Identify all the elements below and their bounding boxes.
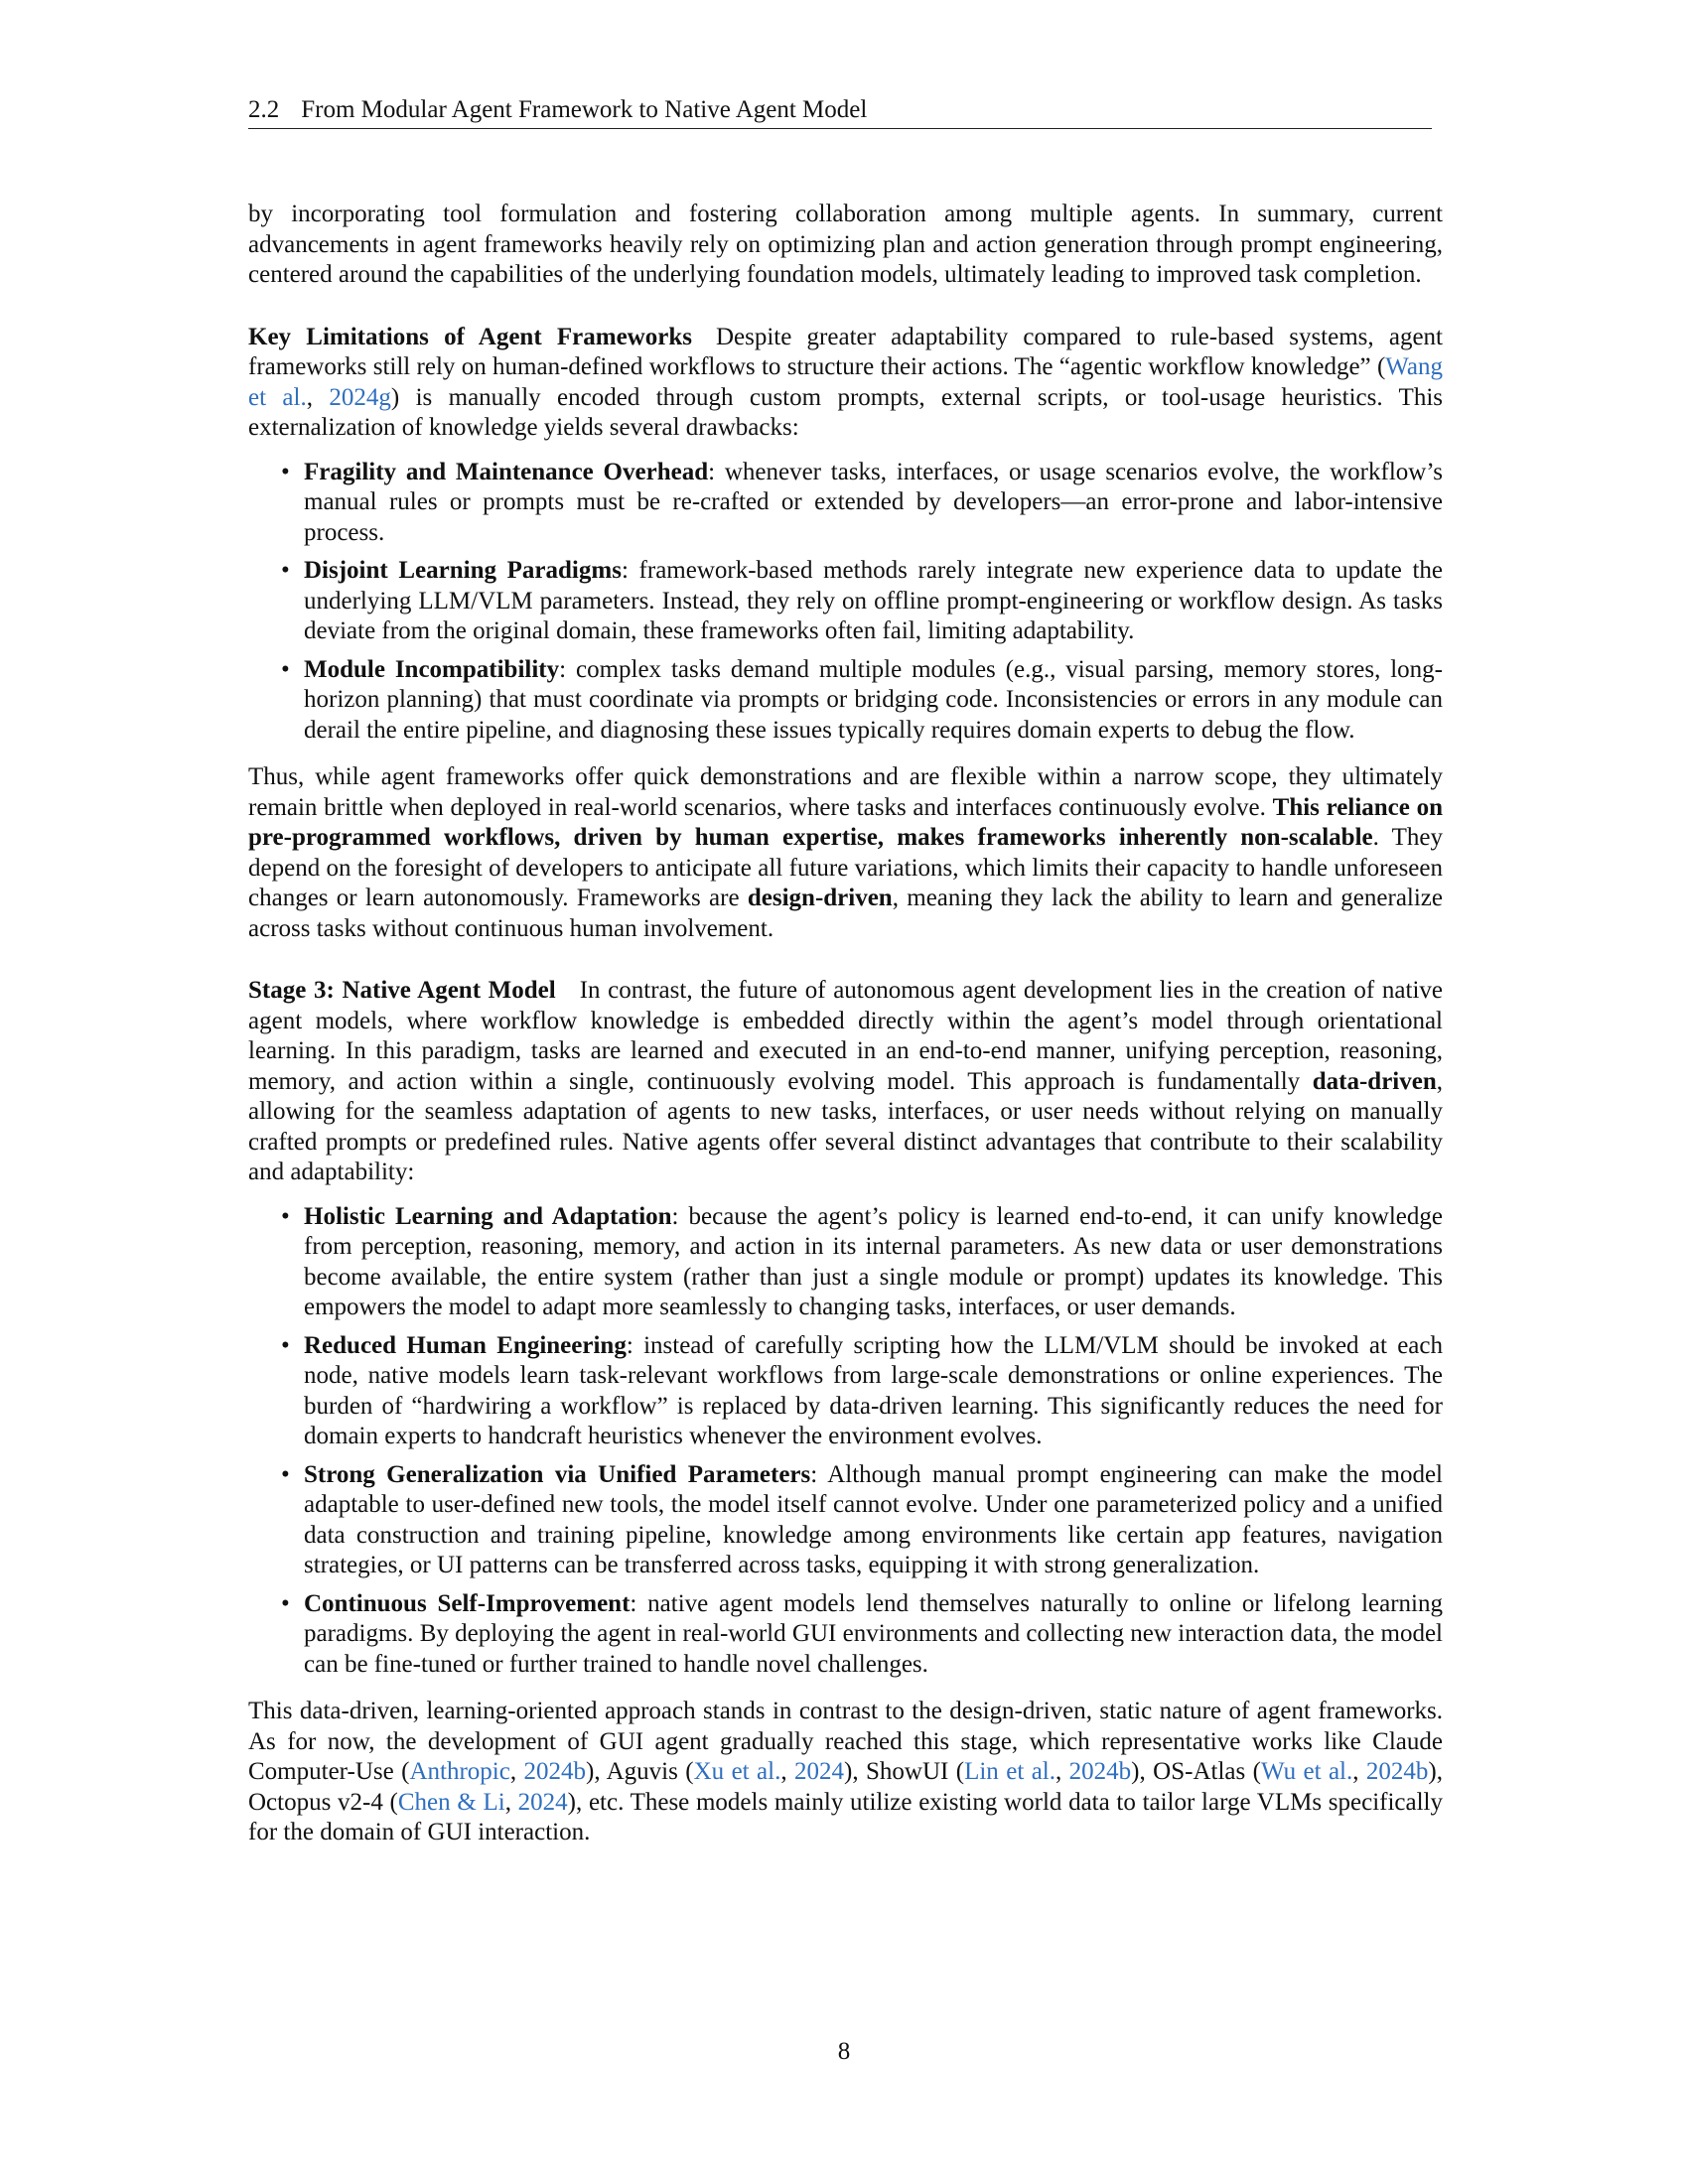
citation-link[interactable]: Wang et al.	[248, 353, 1443, 411]
citation-link[interactable]: 2024b	[523, 1758, 586, 1785]
citation-link[interactable]: Lin et al.	[964, 1758, 1055, 1785]
citation-link[interactable]: 2024b	[1068, 1758, 1132, 1785]
bullet-term: Reduced Human Engineering	[304, 1331, 627, 1359]
bullet-term: Disjoint Learning Paradigms	[304, 557, 622, 584]
page-number: 8	[837, 2038, 851, 2065]
list-item: • Disjoint Learning Paradigms: framework-based methods rarely integrate new experience data to update the underlying LLM/VLM parameters. Instead, they rely on offline prompt-engineering or workflow design. As tasks deviate from the original domain, these frameworks often fail, limiting adaptability.	[304, 556, 1443, 647]
bullet-term: Module Incompatibility	[304, 655, 560, 683]
section-title: From Modular Agent Framework to Native Agent Model	[301, 96, 868, 123]
citation-link[interactable]: 2024b	[1365, 1758, 1429, 1785]
run-in-heading-stage3: Stage 3: Native Agent Model	[248, 977, 556, 1004]
bullet-term: Fragility and Maintenance Overhead	[304, 458, 709, 485]
paragraph-final: This data-driven, learning-oriented approach stands in contrast to the design-driven, static nature of agent frameworks. As for now, the development of GUI agent gradually reached this stage, which representative works like Claude Computer-Use (Anthropic, 2024b), Aguvis (Xu et al., 2024), ShowUI (Lin et al., 2024b), OS-Atlas (Wu et al., 2024b), Octopus v2-4 (Chen & Li, 2024), etc. These models mainly utilize existing world data to tailor large VLMs specifically for the domain of GUI interaction.	[248, 1698, 1443, 1845]
citation-link[interactable]: 2024	[794, 1758, 844, 1785]
list-item: • Reduced Human Engineering: instead of carefully scripting how the LLM/VLM should be invoked at each node, native models learn task-relevant workflows from large-scale demonstrations or online experiences. The burden of “hardwiring a workflow” is replaced by data-driven learning. This significantly reduces the need for domain experts to handcraft heuristics whenever the environment evolves.	[304, 1331, 1443, 1452]
advantages-list	[248, 1202, 1443, 1681]
paragraph-thus: Thus, while agent frameworks offer quick demonstrations and are flexible within a narrow scope, they ultimately remain brittle when deployed in real-world scenarios, where tasks and interfaces continuously evolve. This reliance on pre-programmed workflows, driven by human expertise, makes frameworks inherently non-scalable. They depend on the foresight of developers to anticipate all future variations, which limits their capacity to handle unforeseen changes or learn autonomously. Frameworks are design-driven, meaning they lack the ability to learn and generalize across tasks without continuous human involvement.	[248, 763, 1444, 942]
list-item: • Continuous Self-Improvement: native agent models lend themselves naturally to online or lifelong learning paradigms. By deploying the agent in real-world GUI environments and collecting new interaction data, the model can be fine-tuned or further trained to handle novel challenges.	[304, 1589, 1443, 1681]
bullet-term: Continuous Self-Improvement	[304, 1589, 631, 1617]
list-item: • Fragility and Maintenance Overhead: whenever tasks, interfaces, or usage scenarios evolve, the workflow’s manual rules or prompts must be re-crafted or extended by developers—an error-prone and labor-intensive process.	[304, 458, 1443, 549]
bullet-term: Strong Generalization via Unified Parameters	[304, 1460, 811, 1488]
citation-link[interactable]: 2024g	[329, 383, 391, 411]
page-body	[248, 200, 1443, 1880]
list-item: • Holistic Learning and Adaptation: because the agent’s policy is learned end-to-end, it can unify knowledge from perception, reasoning, memory, and action in its internal parameters. As new data or user demonstrations become available, the entire system (rather than just a single module or prompt) updates its knowledge. This empowers the model to adapt more seamlessly to changing tasks, interfaces, or user demands.	[304, 1202, 1443, 1323]
citation-link[interactable]: 2024	[517, 1788, 568, 1816]
bullet-term: Holistic Learning and Adaptation	[304, 1202, 672, 1230]
paragraph-stage3: Stage 3: Native Agent Model In contrast, the future of autonomous agent development lies in the creation of native agent models, where workflow knowledge is embedded directly within the agent’s model through orientational learning. In this paradigm, tasks are learned and executed in an end-to-end manner, unifying perception, reasoning, memory, and action within a single, continuously evolving model. This approach is fundamentally data-driven, allowing for the seamless adaptation of agents to new tasks, interfaces, or user needs without relying on manually crafted prompts or predefined rules. Native agents offer several distinct advantages that contribute to their scalability and adaptability:	[248, 977, 1443, 1185]
section-number: 2.2	[248, 96, 280, 123]
running-header	[248, 94, 1432, 129]
citation-link[interactable]: Xu et al.	[693, 1758, 781, 1785]
citation-link[interactable]: Anthropic	[409, 1758, 510, 1785]
list-item: • Strong Generalization via Unified Parameters: Although manual prompt engineering can make the model adaptable to user-defined new tools, the model itself cannot evolve. Under one parameterized policy and a unified data construction and training pipeline, knowledge among environments like certain app features, navigation strategies, or UI patterns can be transferred across tasks, equipping it with strong generalization.	[304, 1460, 1443, 1581]
paragraph-key-limitations: Key Limitations of Agent Frameworks Despite greater adaptability compared to rule-based systems, agent frameworks still rely on human-defined workflows to structure their actions. The “agentic workflow knowledge” (Wang et al., 2024g) is manually encoded through custom prompts, external scripts, or tool-usage heuristics. This externalization of knowledge yields several drawbacks:	[248, 323, 1444, 441]
citation-link[interactable]: Chen & Li	[397, 1788, 505, 1816]
limitations-list	[248, 458, 1443, 747]
list-item: • Module Incompatibility: complex tasks demand multiple modules (e.g., visual parsing, memory stores, long-horizon planning) that must coordinate via prompts or bridging code. Inconsistencies or errors in any module can derail the entire pipeline, and diagnosing these issues typically requires domain experts to debug the flow.	[304, 655, 1443, 747]
run-in-heading-key-limitations: Key Limitations of Agent Frameworks	[248, 323, 692, 350]
paragraph-intro: by incorporating tool formulation and fostering collaboration among multiple agents. In summary, current advancements in agent frameworks heavily rely on optimizing plan and action generation through prompt engineering, centered around the capabilities of the underlying foundation models, ultimately leading to improved task completion.	[248, 201, 1443, 288]
citation-link[interactable]: Wu et al.	[1260, 1758, 1353, 1785]
